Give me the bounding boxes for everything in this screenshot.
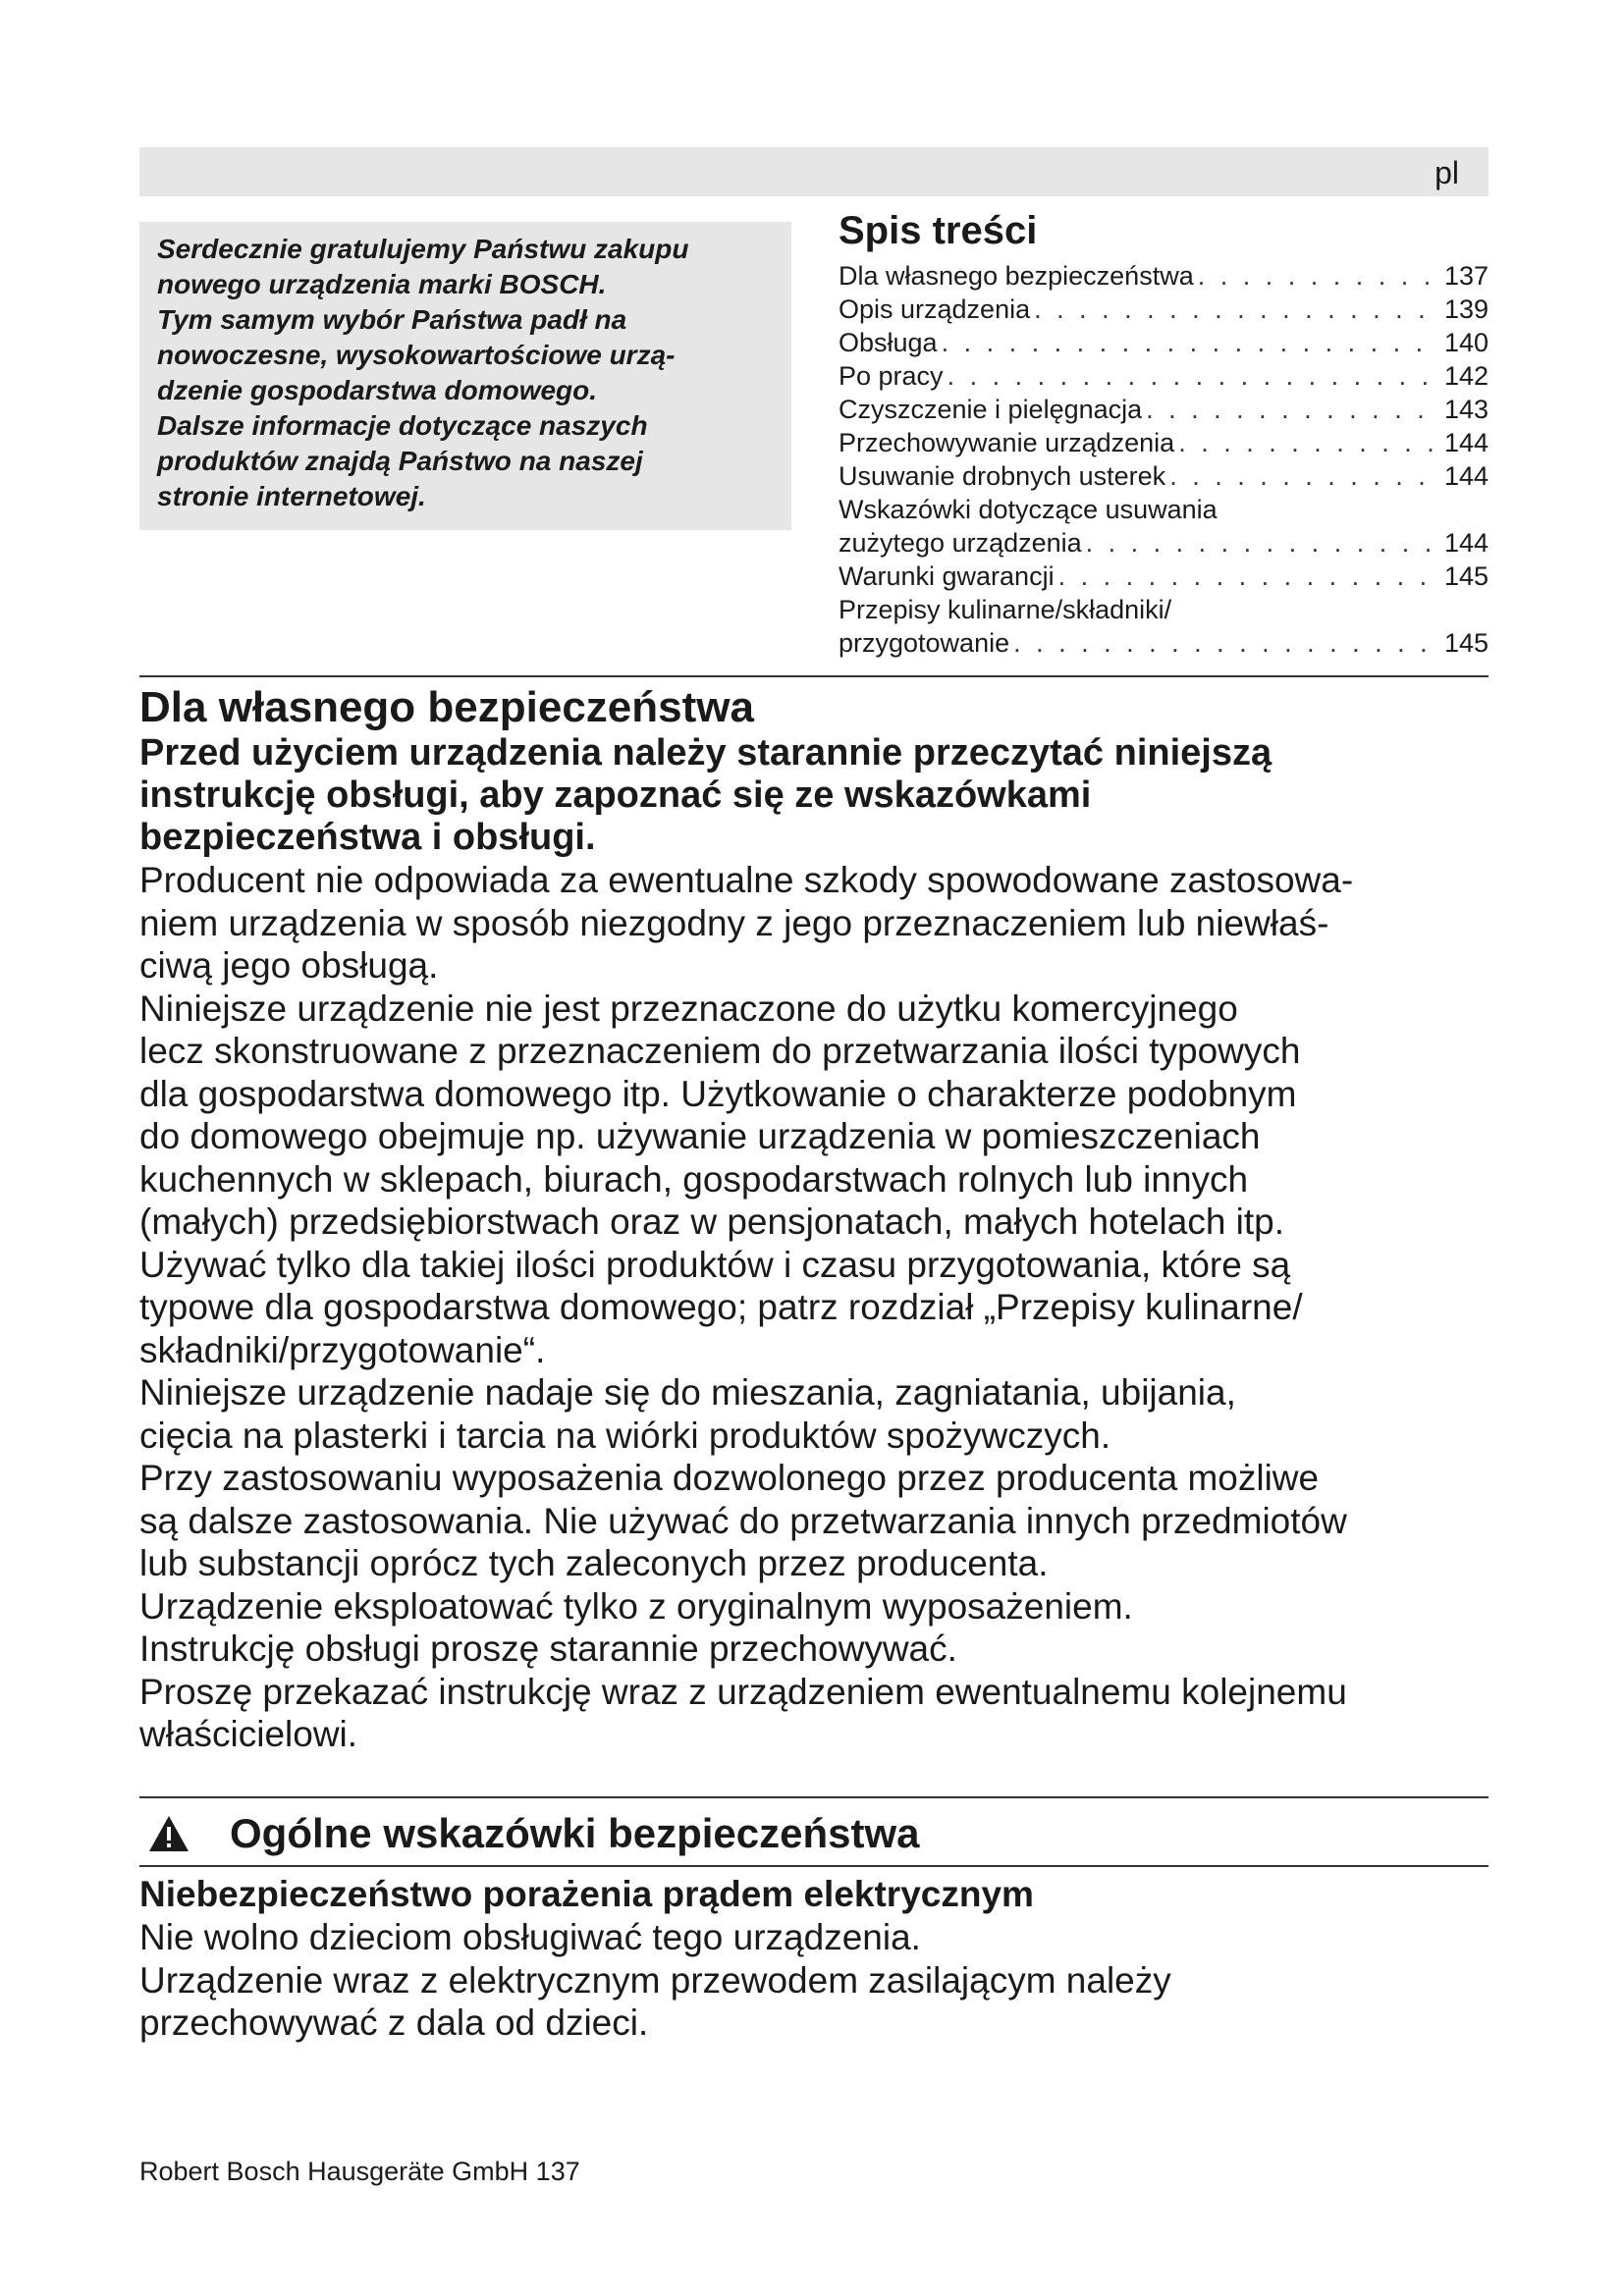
page-footer: Robert Bosch Hausgeräte GmbH 137 — [139, 2157, 580, 2186]
safety-body — [139, 859, 1489, 1756]
toc-entry-label: Usuwanie drobnych usterek — [839, 461, 1166, 491]
toc-entry-page: 143 — [1443, 395, 1489, 424]
toc-leader-dots — [1146, 393, 1440, 426]
toc-entry-page: 144 — [1443, 461, 1489, 491]
toc-entry — [839, 593, 1489, 626]
body-line: lub substancji oprócz tych zaleconych przez producenta. — [139, 1543, 1049, 1583]
toc-leader-dots — [1086, 526, 1440, 560]
body-line: Niniejsze urządzenie nadaje się do mieszania, zagniatania, ubijania, — [139, 1372, 1236, 1413]
body-line: Proszę przekazać instrukcję wraz z urządzeniem ewentualnemu kolejnemu — [139, 1671, 1347, 1712]
toc-list — [839, 259, 1489, 660]
toc-entry-label: przygotowanie — [839, 628, 1010, 658]
intro-box — [139, 222, 791, 530]
section-heading: Ogólne wskazówki bezpieczeństwa — [230, 1810, 920, 1856]
body-line: do domowego obejmuje np. używanie urządzenia w pomieszczeniach — [139, 1116, 1261, 1156]
toc-entry — [839, 426, 1489, 459]
divider — [139, 675, 1489, 677]
toc-title: Spis treści — [839, 209, 1038, 252]
toc-entry-label: Po pracy — [839, 361, 944, 391]
body-line: przechowywać z dala od dzieci. — [139, 2002, 649, 2043]
section-heading: Dla własnego bezpieczeństwa — [139, 683, 754, 731]
body-line: Używać tylko dla takiej ilości produktów i czasu przygotowania, które są — [139, 1244, 1291, 1285]
toc-entry-label: Opis urządzenia — [839, 294, 1031, 324]
intro-line: nowoczesne, wysokowartościowe urzą- — [157, 340, 676, 370]
body-line: składniki/przygotowanie“. — [139, 1329, 546, 1370]
intro-bold-line: instrukcję obsługi, aby zapoznać się ze wskazówkami — [139, 774, 1092, 816]
toc-entry-page: 137 — [1443, 261, 1489, 291]
intro-line: produktów znajdą Państwo na naszej — [157, 446, 643, 476]
general-safety-header — [139, 1804, 1489, 1863]
toc-entry-label: Przechowywanie urządzenia — [839, 428, 1175, 457]
toc-leader-dots — [1013, 626, 1440, 660]
electric-shock-section — [139, 1873, 1489, 2045]
toc-entry — [839, 259, 1489, 293]
toc-leader-dots — [942, 326, 1440, 359]
toc-entry-label: Dla własnego bezpieczeństwa — [839, 261, 1194, 291]
toc-entry-label: Przepisy kulinarne/składniki/ — [839, 595, 1172, 624]
intro-bold-line: Przed użyciem urządzenia należy starannie przeczytać niniejszą — [139, 732, 1272, 774]
toc-leader-dots — [1034, 293, 1440, 326]
intro-line: stronie internetowej. — [157, 481, 426, 511]
toc-entry-label: Czyszczenie i pielęgnacja — [839, 395, 1143, 424]
toc-entry-label: zużytego urządzenia — [839, 528, 1082, 558]
body-line: ciwą jego obsługą. — [139, 945, 439, 986]
body-line: kuchennych w sklepach, biurach, gospodarstwach rolnych lub innych — [139, 1158, 1249, 1200]
divider — [139, 1796, 1489, 1798]
body-line: właścicielowi. — [139, 1714, 358, 1754]
toc-entry-page: 145 — [1443, 628, 1489, 658]
toc-leader-dots — [1058, 560, 1440, 593]
toc-leader-dots — [1178, 426, 1440, 459]
language-bar — [139, 147, 1489, 196]
body-line: typowe dla gospodarstwa domowego; patrz rozdział „Przepisy kulinarne/ — [139, 1287, 1303, 1327]
body-line: Producent nie odpowiada za ewentualne szkody spowodowane zastosowa- — [139, 860, 1354, 900]
body-line: (małych) przedsiębiorstwach oraz w pensjonatach, małych hotelach itp. — [139, 1201, 1285, 1242]
toc-entry-label: Warunki gwarancji — [839, 561, 1055, 591]
toc-entry-page: 144 — [1443, 428, 1489, 457]
body-line: cięcia na plasterki i tarcia na wiórki produktów spożywczych. — [139, 1415, 1111, 1456]
intro-bold-line: bezpieczeństwa i obsługi. — [139, 817, 596, 858]
toc-entry-page: 140 — [1443, 328, 1489, 357]
body-line: Urządzenie eksploatować tylko z oryginalnym wyposażeniem. — [139, 1585, 1133, 1627]
intro-line: dzenie gospodarstwa domowego. — [157, 375, 598, 405]
body-line: Instrukcję obsługi proszę starannie przechowywać. — [139, 1629, 957, 1669]
body-line: Nie wolno dzieciom obsługiwać tego urządzenia. — [139, 1917, 921, 1957]
toc-entry — [839, 326, 1489, 359]
body-line: lecz skonstruowane z przeznaczeniem do przetwarzania ilości typowych — [139, 1031, 1301, 1071]
toc-entry — [839, 393, 1489, 426]
toc-entry-page: 139 — [1443, 294, 1489, 324]
body-line: dla gospodarstwa domowego itp. Użytkowanie o charakterze podobnym — [139, 1073, 1297, 1114]
body-line: Niniejsze urządzenie nie jest przeznaczone do użytku komercyjnego — [139, 988, 1238, 1029]
safety-section — [139, 685, 1489, 1756]
body-line: są dalsze zastosowania. Nie używać do przetwarzania innych przedmiotów — [139, 1500, 1347, 1541]
toc-entry — [839, 526, 1489, 560]
divider — [139, 1865, 1489, 1867]
toc-entry-page: 145 — [1443, 561, 1489, 591]
toc-entry-label: Wskazówki dotyczące usuwania — [839, 495, 1218, 524]
toc-entry-page: 144 — [1443, 528, 1489, 558]
intro-line: nowego urządzenia marki BOSCH. — [157, 269, 607, 299]
toc-entry-page: 142 — [1443, 361, 1489, 391]
subsection-heading: Niebezpieczeństwo porażenia prądem elektrycznym — [139, 1874, 1034, 1914]
toc-entry — [839, 626, 1489, 660]
language-code: pl — [1435, 155, 1459, 190]
toc-leader-dots — [1169, 459, 1440, 493]
body-line: Urządzenie wraz z elektrycznym przewodem zasilającym należy — [139, 1959, 1171, 2001]
toc-entry — [839, 359, 1489, 393]
table-of-contents — [839, 206, 1489, 660]
intro-line: Serdecznie gratulujemy Państwu zakupu — [157, 234, 689, 264]
body-line: Przy zastosowaniu wyposażenia dozwolonego przez producenta możliwe — [139, 1458, 1320, 1498]
intro-line: Tym samym wybór Państwa padł na — [157, 304, 627, 335]
body-line: niem urządzenia w sposób niezgodny z jego przeznaczeniem lub niewłaś- — [139, 902, 1329, 943]
intro-line: Dalsze informacje dotyczące naszych — [157, 410, 648, 441]
toc-entry — [839, 560, 1489, 593]
toc-entry — [839, 493, 1489, 526]
toc-leader-dots — [1198, 259, 1440, 293]
warning-triangle-icon — [147, 1814, 190, 1853]
toc-entry — [839, 459, 1489, 493]
toc-entry-label: Obsługa — [839, 328, 938, 357]
toc-leader-dots — [947, 359, 1440, 393]
toc-entry — [839, 293, 1489, 326]
